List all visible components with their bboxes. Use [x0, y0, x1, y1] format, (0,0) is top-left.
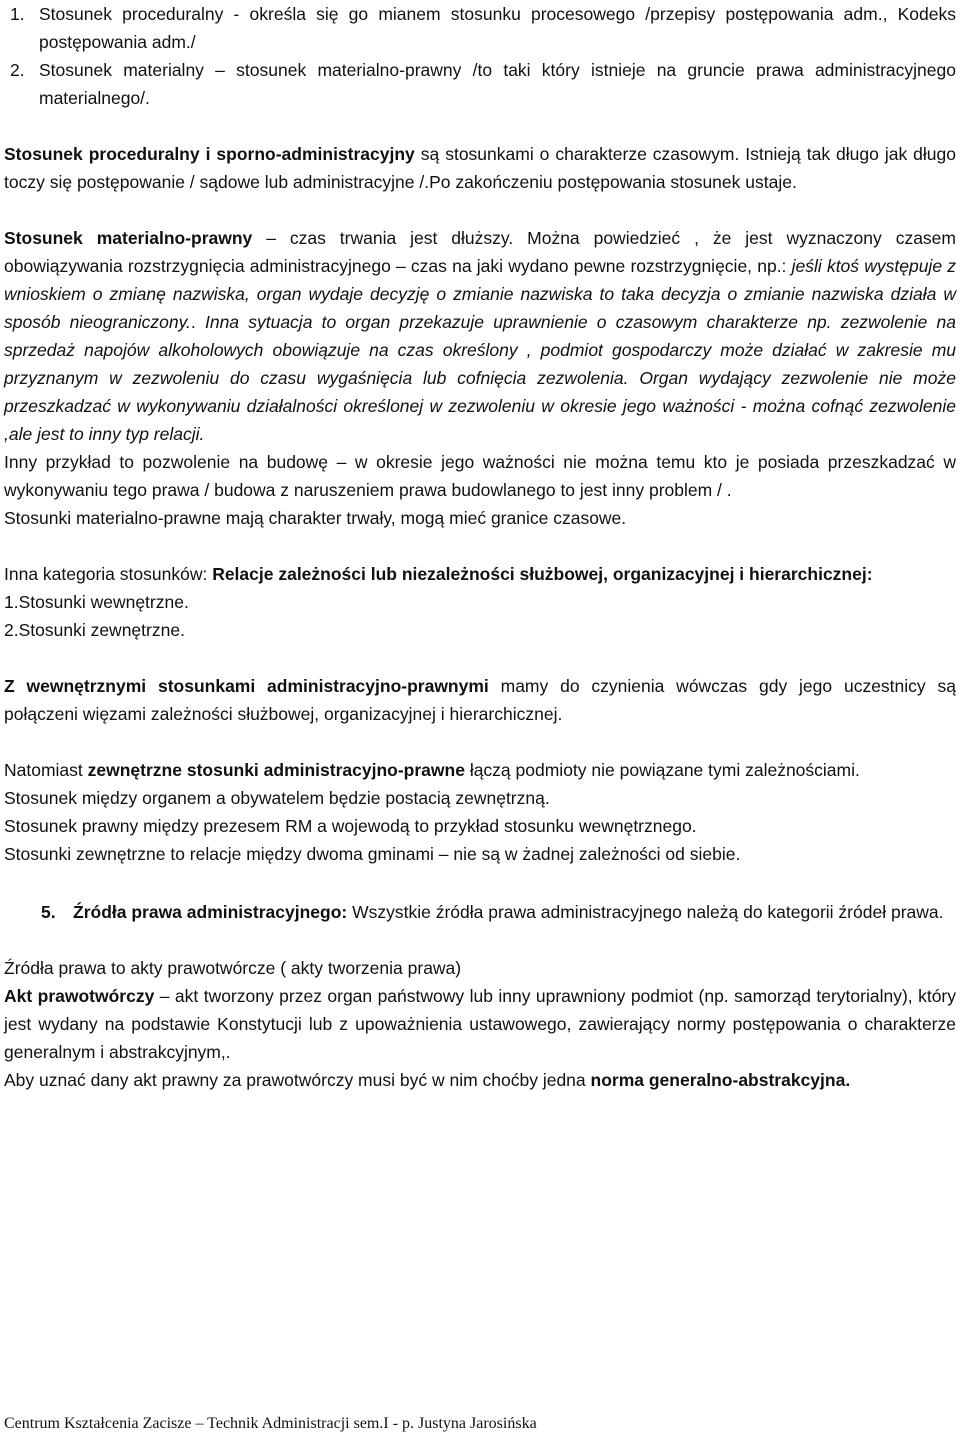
page-footer: Centrum Kształcenia Zacisze – Technik Administracji sem.I - p. Justyna Jarosińska — [4, 1415, 537, 1432]
paragraph-text: mamy do czynienia wówczas gdy jego uczestnicy są połączeni więzami zależności służbowej, organizacyjnej i hierarchicznej. — [4, 676, 956, 724]
category-item: 2.Stosunki zewnętrzne. — [4, 620, 185, 640]
list-number: 1. — [10, 4, 25, 24]
bold-term: norma generalno-abstrakcyjna. — [590, 1070, 851, 1090]
spacer — [4, 532, 956, 560]
paragraph-text: Wszystkie źródła prawa administracyjnego należą do kategorii źródeł prawa. — [347, 902, 944, 922]
paragraph-procedural — [4, 140, 956, 196]
bold-term: Z wewnętrznymi stosunkami administracyjno-prawnymi — [4, 676, 489, 696]
paragraph-text: Natomiast — [4, 760, 88, 780]
paragraph-text: Aby uznać dany akt prawny za prawotwórczy musi być w nim choćby jedna — [4, 1070, 591, 1090]
list-item — [4, 0, 956, 56]
bold-term: Akt prawotwórczy — [4, 986, 155, 1006]
paragraph-text: – czas trwania jest dłuższy. Można powiedzieć , że jest wyznaczony czasem obowiązywania rozstrzygnięcia administracyjnego – czas na jaki wydano pewne rozstrzygnięcie, np.: — [4, 228, 956, 276]
bold-term: Relacje zależności lub niezależności służbowej, organizacyjnej i hierarchicznej: — [212, 564, 873, 584]
paragraph-material — [4, 224, 956, 448]
list-item — [4, 56, 956, 112]
paragraph-example: Inny przykład to pozwolenie na budowę – w okresie jego ważności nie można temu kto je posiada przeszkadzać w wykonywaniu tego prawa / budowa z naruszeniem prawa budowlanego to jest inny problem / . — [4, 452, 956, 500]
list-item-text: Stosunek materialny – stosunek materialno-prawny /to taki który istnieje na gruncie prawa administracyjnego materialnego/. — [39, 60, 956, 108]
paragraph-text: są stosunkami o charakterze czasowym. Istnieją tak długo jak długo toczy się postępowanie / sądowe lub administracyjne /.Po zakończeniu postępowania stosunek ustaje. — [4, 144, 956, 192]
paragraph-sources: Źródła prawa to akty prawotwórcze ( akty tworzenia prawa) — [4, 958, 462, 978]
category-item: 1.Stosunki wewnętrzne. — [4, 592, 189, 612]
external-example-line: Stosunek między organem a obywatelem będzie postacią zewnętrzną. — [4, 788, 550, 808]
paragraph-act — [4, 982, 956, 1066]
italic-example: Organ wydający zezwolenie nie może przeszkadzać w wykonywaniu działalności określonej w zezwoleniu w okresie jego ważności - można cofnąć zezwolenie ,ale jest to inny typ relacji. — [4, 368, 956, 444]
bold-term: Stosunek proceduralny i sporno-administracyjny — [4, 144, 415, 164]
section-5-sources — [4, 898, 956, 926]
paragraph-norm — [4, 1066, 956, 1094]
paragraph-external — [4, 756, 956, 784]
paragraph-text: łączą podmioty nie powiązane tymi zależnościami. — [464, 760, 860, 780]
paragraph-text — [832, 312, 841, 332]
paragraph-text: Inna kategoria stosunków: — [4, 564, 213, 584]
spacer — [4, 644, 956, 672]
italic-example: Inna sytuacja to organ przekazuje uprawnienie o czasowym charakterze np. — [204, 312, 832, 332]
bold-term: Stosunek materialno-prawny — [4, 228, 253, 248]
paragraph-text — [629, 368, 640, 388]
relation-types-list — [4, 0, 956, 112]
paragraph-text: – akt tworzony przez organ państwowy lub inny uprawniony podmiot (np. samorząd terytorialny), który jest wydany na podstawie Konstytucji lub z upoważnienia ustawowego, zawierający normy postępowania o charakterze generalnym i abstrakcyjnym,. — [4, 986, 957, 1062]
spacer — [4, 868, 956, 898]
spacer — [4, 112, 956, 140]
paragraph-category — [4, 560, 956, 588]
list-number: 5. — [41, 902, 56, 922]
bold-term: Źródła prawa administracyjnego: — [73, 902, 348, 922]
spacer — [4, 196, 956, 224]
bold-term: zewnętrzne stosunki administracyjno-prawne — [87, 760, 465, 780]
spacer — [4, 926, 956, 954]
italic-example: zezwolenie na sprzedaż napojów alkoholowych obowiązuje na czas określony , podmiot gospodarczy może działać w zakresie mu przyznanym w zezwoleniu do czasu wygaśnięcia lub cofnięcia zezwolenia. — [4, 312, 956, 388]
list-item-text: Stosunek proceduralny - określa się go mianem stosunku procesowego /przepisy postępowania adm., Kodeks postępowania adm./ — [39, 4, 956, 52]
italic-example: jeśli ktoś występuje z wnioskiem o zmianę nazwiska, organ wydaje decyzję o zmianie nazwiska to taka decyzja o zmianie nazwiska działa w sposób nieograniczony. — [4, 256, 956, 332]
external-example-line: Stosunek prawny między prezesem RM a wojewodą to przykład stosunku wewnętrznego. — [4, 816, 697, 836]
paragraph-durable: Stosunki materialno-prawne mają charakter trwały, mogą mieć granice czasowe. — [4, 508, 627, 528]
paragraph-text: . — [190, 312, 205, 332]
list-number: 2. — [10, 60, 25, 80]
external-example-line: Stosunki zewnętrzne to relacje między dwoma gminami – nie są w żadnej zależności od siebie. — [4, 844, 741, 864]
paragraph-internal — [4, 672, 956, 728]
spacer — [4, 728, 956, 756]
